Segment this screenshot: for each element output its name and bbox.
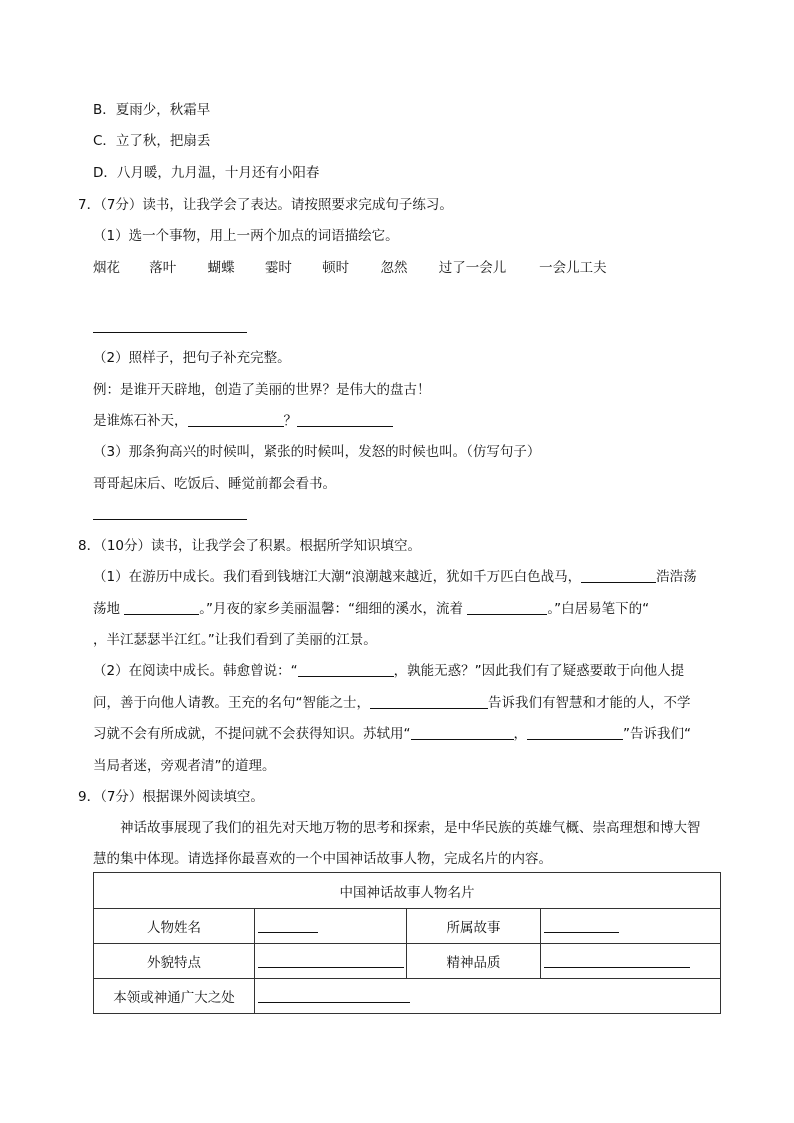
option-b: B．夏雨少，秋霜早 (93, 102, 211, 118)
text: （1）在游历中成长。我们看到钱塘江大潮“浪潮越来越近，犹如千万匹白色战马， (93, 569, 582, 585)
word-item: 蝴蝶 (207, 260, 235, 276)
fill-text: 是谁炼石补天， (93, 413, 188, 429)
word-item: 过了一会儿 (438, 260, 507, 276)
table-title: 中国神话故事人物名片 (94, 873, 721, 909)
q7-example: 例：是谁开天辟地，创造了美丽的世界？是伟大的盘古！ (93, 382, 431, 398)
text: ， (513, 726, 527, 742)
blank-field[interactable] (258, 988, 410, 1003)
blank-field[interactable] (544, 953, 690, 968)
look-answer-cell[interactable] (255, 944, 407, 979)
story-answer-cell[interactable] (541, 909, 721, 944)
blank-field[interactable] (411, 725, 514, 740)
text: 浩浩荡 (656, 569, 697, 585)
spirit-label: 精神品质 (407, 944, 541, 979)
q9-header: 9．（7分）根据课外阅读填空。 (78, 789, 264, 805)
q9-para-line1: 神话故事展现了我们的祖先对天地万物的思考和探索，是中华民族的英雄气概、崇高理想和博大智 (120, 820, 701, 836)
ability-label: 本领或神通广大之处 (94, 979, 255, 1014)
answer-line[interactable] (93, 332, 247, 333)
blank-field[interactable] (258, 953, 404, 968)
q8-p1-line3: ，半江瑟瑟半江红。”让我们看到了美丽的江景。 (93, 632, 377, 648)
text: 告诉我们有智慧和才能的人，不学 (488, 695, 691, 711)
text: ，孰能无惑？”因此我们有了疑惑要敢于向他人提 (393, 663, 685, 679)
q8-p1-line1 (93, 568, 697, 586)
text: 习就不会有所成就，不提问就不会获得知识。苏轼用“ (93, 726, 411, 742)
story-label: 所属故事 (407, 909, 541, 944)
q7-fill-line (93, 412, 393, 430)
blank-field[interactable] (298, 662, 394, 677)
blank-field[interactable] (544, 918, 619, 933)
q7-word-list (93, 259, 607, 277)
word-item: 落叶 (149, 260, 177, 276)
text: 问，善于向他人请教。王充的名句“智能之士， (93, 695, 370, 711)
blank-field[interactable] (581, 568, 656, 583)
q8-header: 8．（10分）读书，让我学会了积累。根据所学知识填空。 (78, 538, 422, 554)
word-item: 顿时 (322, 260, 350, 276)
name-label: 人物姓名 (94, 909, 255, 944)
blank-field[interactable] (124, 600, 199, 615)
blank-field[interactable] (467, 600, 547, 615)
q7-sub3-line: 哥哥起床后、吃饭后、睡觉前都会看书。 (93, 476, 336, 492)
text: 。”月夜的家乡美丽温馨：“细细的溪水，流着 (199, 601, 464, 617)
text: 。”白居易笔下的“ (547, 601, 650, 617)
name-card-table (93, 872, 721, 1014)
q7-sub2: （2）照样子，把句子补充完整。 (93, 350, 291, 366)
q7-sub3: （3）那条狗高兴的时候叫，紧张的时候叫，发怒的时候也叫。（仿写句子） (93, 444, 541, 460)
q8-p2-line3 (93, 725, 691, 743)
q7-sub1: （1）选一个事物，用上一两个加点的词语描绘它。 (93, 228, 399, 244)
name-answer-cell[interactable] (255, 909, 407, 944)
word-item: 忽然 (380, 260, 408, 276)
option-d: D．八月暖，九月温，十月还有小阳春 (93, 165, 320, 181)
q8-p1-line2 (93, 600, 649, 618)
look-label: 外貌特点 (94, 944, 255, 979)
blank-field[interactable] (370, 694, 488, 709)
q8-p2-line1 (93, 662, 684, 680)
blank-field[interactable] (258, 918, 318, 933)
text: ”告诉我们“ (623, 726, 691, 742)
blank-field[interactable] (297, 412, 393, 427)
text: （2）在阅读中成长。韩愈曾说：“ (93, 663, 298, 679)
q7-header: 7．（7分）读书，让我学会了表达。请按照要求完成句子练习。 (78, 197, 453, 213)
spirit-answer-cell[interactable] (541, 944, 721, 979)
word-item: 一会儿工夫 (539, 260, 607, 276)
q9-para-line2: 慧的集中体现。请选择你最喜欢的一个中国神话故事人物，完成名片的内容。 (93, 851, 552, 867)
q8-p2-line2 (93, 694, 691, 712)
ability-answer-cell[interactable] (255, 979, 721, 1014)
question-mark: ？ (283, 413, 297, 429)
blank-field[interactable] (527, 725, 623, 740)
word-item: 霎时 (264, 260, 292, 276)
blank-field[interactable] (188, 412, 284, 427)
option-c: C．立了秋，把扇丢 (93, 133, 211, 149)
answer-line[interactable] (93, 519, 247, 520)
q8-p2-line4: 当局者迷，旁观者清”的道理。 (93, 758, 276, 774)
word-item: 烟花 (93, 260, 120, 276)
text: 荡地 (93, 601, 120, 617)
